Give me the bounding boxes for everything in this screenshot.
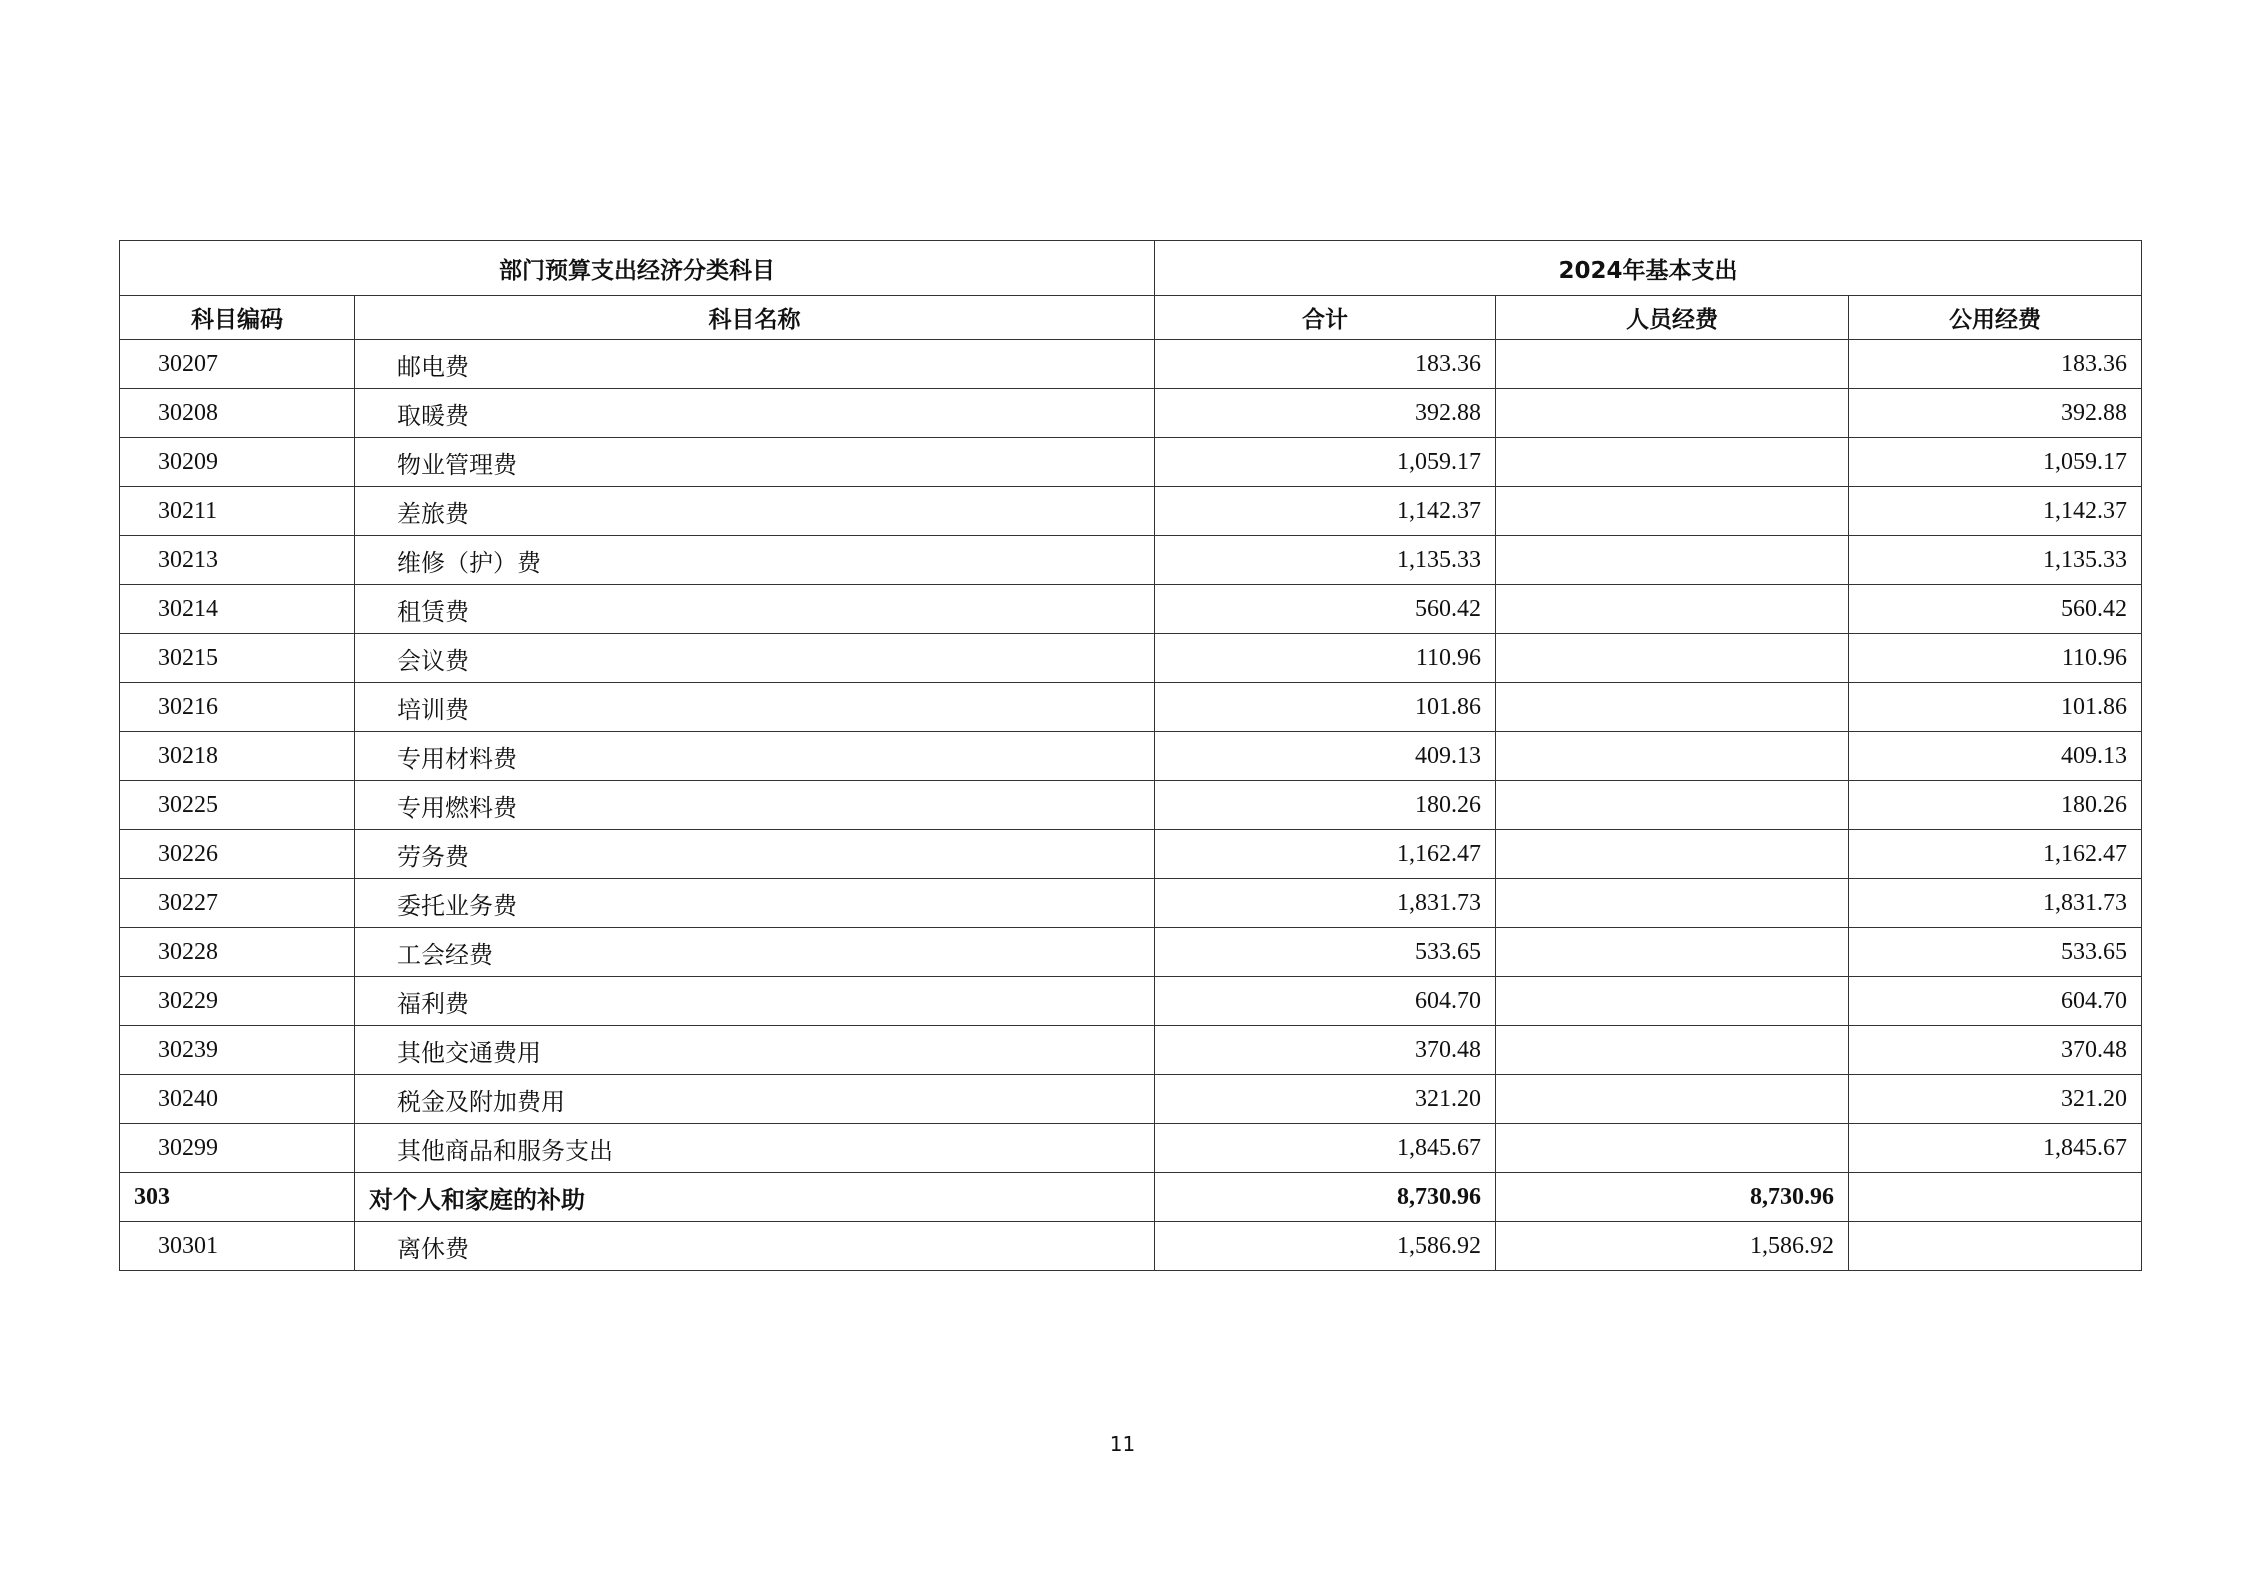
personnel-cell	[1496, 1026, 1849, 1075]
col-header-code: 科目编码	[120, 296, 355, 340]
personnel-cell	[1496, 830, 1849, 879]
personnel-cell	[1496, 585, 1849, 634]
total-cell: 392.88	[1155, 389, 1496, 438]
total-cell: 604.70	[1155, 977, 1496, 1026]
total-cell: 183.36	[1155, 340, 1496, 389]
name-cell: 邮电费	[355, 340, 1155, 389]
total-cell: 1,142.37	[1155, 487, 1496, 536]
public-cell: 321.20	[1849, 1075, 2142, 1124]
code-cell: 30301	[120, 1222, 355, 1271]
name-cell: 租赁费	[355, 585, 1155, 634]
personnel-cell	[1496, 683, 1849, 732]
public-cell: 101.86	[1849, 683, 2142, 732]
personnel-cell	[1496, 1124, 1849, 1173]
table-row	[120, 1124, 2142, 1173]
public-cell: 1,162.47	[1849, 830, 2142, 879]
name-cell: 取暖费	[355, 389, 1155, 438]
code-cell: 30239	[120, 1026, 355, 1075]
code-cell: 30208	[120, 389, 355, 438]
public-cell: 560.42	[1849, 585, 2142, 634]
code-cell: 30207	[120, 340, 355, 389]
total-cell: 1,135.33	[1155, 536, 1496, 585]
name-cell: 劳务费	[355, 830, 1155, 879]
public-cell: 1,059.17	[1849, 438, 2142, 487]
total-cell: 1,845.67	[1155, 1124, 1496, 1173]
total-cell: 370.48	[1155, 1026, 1496, 1075]
code-cell: 30240	[120, 1075, 355, 1124]
code-cell: 30214	[120, 585, 355, 634]
total-cell: 1,831.73	[1155, 879, 1496, 928]
personnel-cell	[1496, 732, 1849, 781]
table-row	[120, 585, 2142, 634]
total-cell: 101.86	[1155, 683, 1496, 732]
group-header-classification: 部门预算支出经济分类科目	[120, 241, 1155, 296]
personnel-cell	[1496, 536, 1849, 585]
code-cell: 30226	[120, 830, 355, 879]
public-cell: 1,831.73	[1849, 879, 2142, 928]
name-cell: 工会经费	[355, 928, 1155, 977]
name-cell: 其他交通费用	[355, 1026, 1155, 1075]
name-cell: 对个人和家庭的补助	[355, 1173, 1155, 1222]
total-cell: 1,162.47	[1155, 830, 1496, 879]
personnel-cell	[1496, 781, 1849, 830]
total-cell: 1,586.92	[1155, 1222, 1496, 1271]
name-cell: 专用燃料费	[355, 781, 1155, 830]
table-row	[120, 634, 2142, 683]
table-row	[120, 683, 2142, 732]
total-cell: 409.13	[1155, 732, 1496, 781]
name-cell: 离休费	[355, 1222, 1155, 1271]
public-cell: 604.70	[1849, 977, 2142, 1026]
col-header-total: 合计	[1155, 296, 1496, 340]
public-cell: 183.36	[1849, 340, 2142, 389]
col-header-public: 公用经费	[1849, 296, 2142, 340]
code-cell: 30228	[120, 928, 355, 977]
code-cell: 30209	[120, 438, 355, 487]
name-cell: 培训费	[355, 683, 1155, 732]
name-cell: 税金及附加费用	[355, 1075, 1155, 1124]
public-cell	[1849, 1173, 2142, 1222]
code-cell: 30215	[120, 634, 355, 683]
page-number: 11	[1109, 1432, 1136, 1456]
col-header-name: 科目名称	[355, 296, 1155, 340]
public-cell: 392.88	[1849, 389, 2142, 438]
name-cell: 物业管理费	[355, 438, 1155, 487]
personnel-cell	[1496, 1075, 1849, 1124]
personnel-cell	[1496, 389, 1849, 438]
name-cell: 专用材料费	[355, 732, 1155, 781]
table-row	[120, 1222, 2142, 1271]
public-cell: 1,845.67	[1849, 1124, 2142, 1173]
personnel-cell	[1496, 340, 1849, 389]
table-row	[120, 830, 2142, 879]
total-cell: 533.65	[1155, 928, 1496, 977]
table-row	[120, 879, 2142, 928]
code-cell: 30225	[120, 781, 355, 830]
code-cell: 30229	[120, 977, 355, 1026]
table-row	[120, 1173, 2142, 1222]
name-cell: 会议费	[355, 634, 1155, 683]
code-cell: 30299	[120, 1124, 355, 1173]
table-row	[120, 977, 2142, 1026]
personnel-cell: 8,730.96	[1496, 1173, 1849, 1222]
personnel-cell	[1496, 487, 1849, 536]
total-cell: 1,059.17	[1155, 438, 1496, 487]
table-row	[120, 438, 2142, 487]
public-cell: 1,142.37	[1849, 487, 2142, 536]
personnel-cell: 1,586.92	[1496, 1222, 1849, 1271]
table-row	[120, 389, 2142, 438]
personnel-cell	[1496, 928, 1849, 977]
name-cell: 其他商品和服务支出	[355, 1124, 1155, 1173]
table-row	[120, 1026, 2142, 1075]
table-row	[120, 536, 2142, 585]
personnel-cell	[1496, 438, 1849, 487]
code-cell: 30218	[120, 732, 355, 781]
total-cell: 180.26	[1155, 781, 1496, 830]
public-cell: 110.96	[1849, 634, 2142, 683]
table-row	[120, 781, 2142, 830]
budget-expenditure-table	[119, 240, 2142, 1271]
total-cell: 321.20	[1155, 1075, 1496, 1124]
code-cell: 30213	[120, 536, 355, 585]
code-cell: 30227	[120, 879, 355, 928]
name-cell: 委托业务费	[355, 879, 1155, 928]
name-cell: 福利费	[355, 977, 1155, 1026]
table-row	[120, 928, 2142, 977]
table-row	[120, 732, 2142, 781]
public-cell: 533.65	[1849, 928, 2142, 977]
public-cell	[1849, 1222, 2142, 1271]
code-cell: 30211	[120, 487, 355, 536]
group-header-2024-basic: 2024年基本支出	[1155, 241, 2142, 296]
total-cell: 8,730.96	[1155, 1173, 1496, 1222]
public-cell: 370.48	[1849, 1026, 2142, 1075]
public-cell: 1,135.33	[1849, 536, 2142, 585]
personnel-cell	[1496, 977, 1849, 1026]
total-cell: 560.42	[1155, 585, 1496, 634]
public-cell: 409.13	[1849, 732, 2142, 781]
public-cell: 180.26	[1849, 781, 2142, 830]
table-row	[120, 1075, 2142, 1124]
code-cell: 303	[120, 1173, 355, 1222]
total-cell: 110.96	[1155, 634, 1496, 683]
col-header-personnel: 人员经费	[1496, 296, 1849, 340]
name-cell: 差旅费	[355, 487, 1155, 536]
name-cell: 维修（护）费	[355, 536, 1155, 585]
personnel-cell	[1496, 879, 1849, 928]
code-cell: 30216	[120, 683, 355, 732]
table-row	[120, 340, 2142, 389]
personnel-cell	[1496, 634, 1849, 683]
table-row	[120, 487, 2142, 536]
